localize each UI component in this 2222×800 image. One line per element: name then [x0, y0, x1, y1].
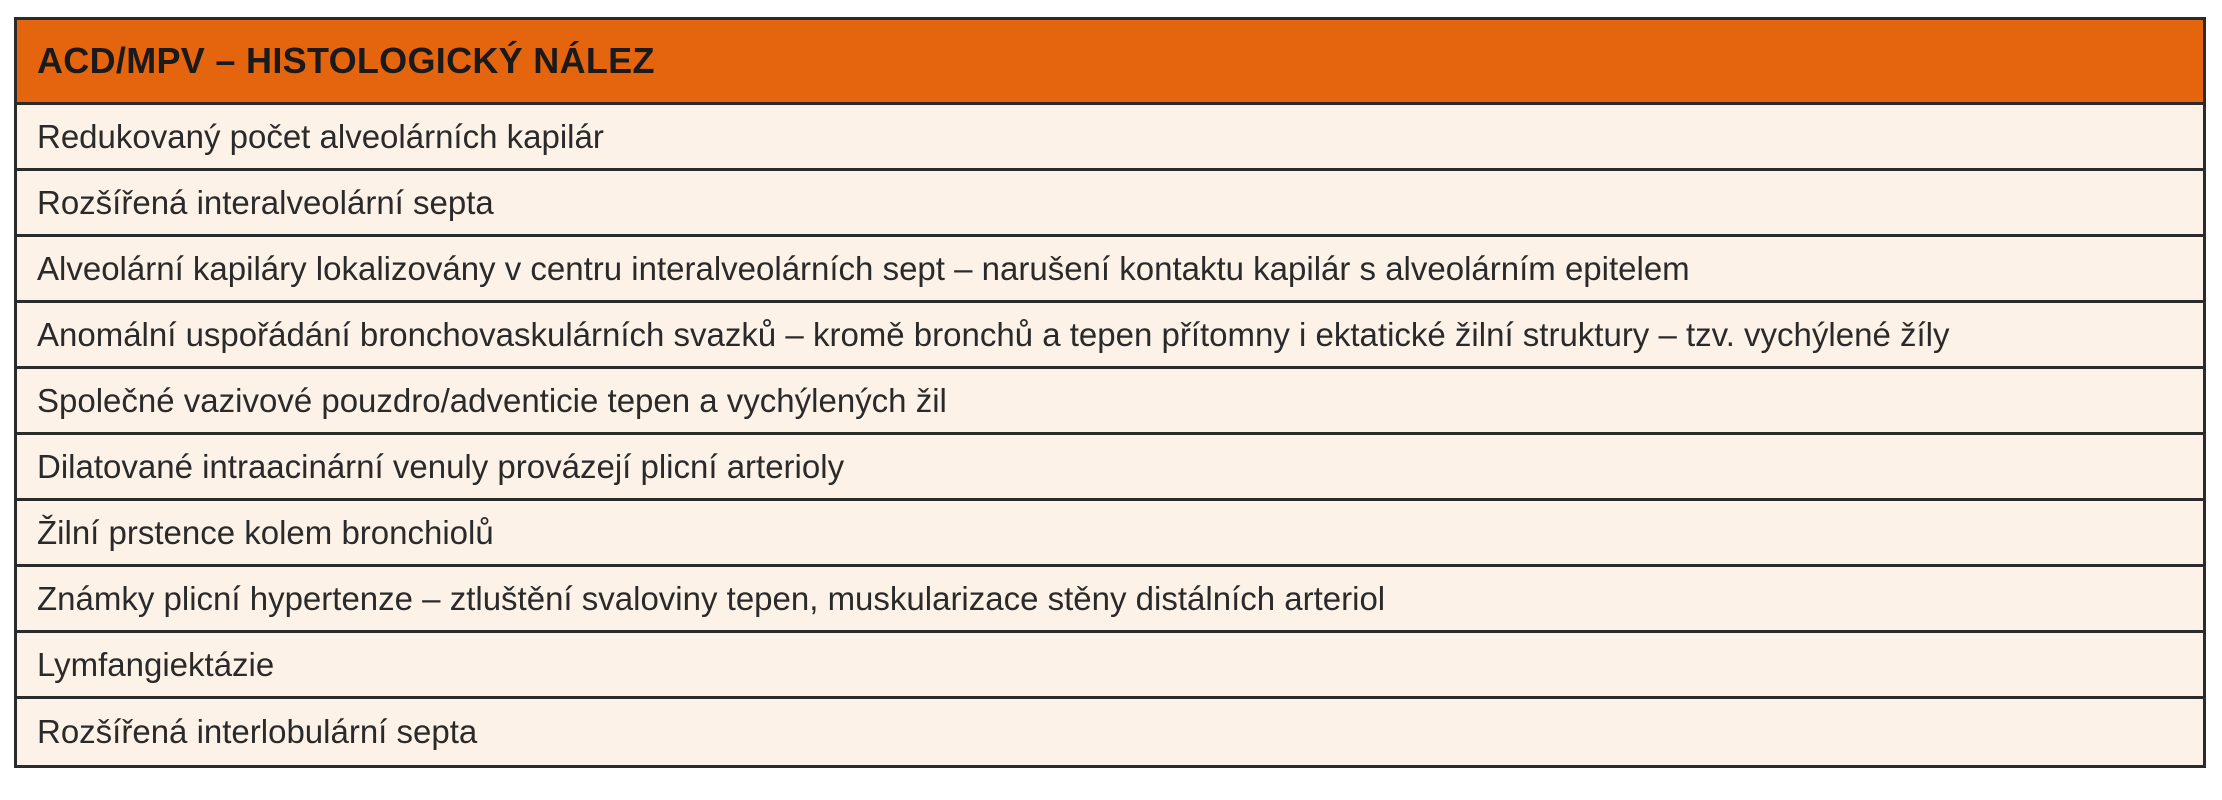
- table-row: Anomální uspořádání bronchovaskulárních svazků – kromě bronchů a tepen přítomny i ektatické žilní struktury – tzv. vychýlené žíly: [17, 303, 2203, 369]
- table-row: Rozšířená interlobulární septa: [37, 713, 478, 750]
- table-row: Známky plicní hypertenze – ztluštění svaloviny tepen, muskularizace stěny distálních arteriol: [17, 567, 2203, 633]
- table-row: Žilní prstence kolem bronchiolů: [17, 501, 2203, 567]
- table-row: Dilatované intraacinární venuly provázejí plicní arterioly: [17, 435, 2203, 501]
- table-row: Redukovaný počet alveolárních kapilár: [17, 105, 2203, 171]
- table-row: Společné vazivové pouzdro/adventicie tepen a vychýlených žil: [17, 369, 2203, 435]
- table-row: Rozšířená interalveolární septa: [17, 171, 2203, 237]
- table-row: Lymfangiektázie: [17, 633, 2203, 699]
- histology-findings-table: [14, 17, 2206, 768]
- table-row: Alveolární kapiláry lokalizovány v centru interalveolárních sept – narušení kontaktu kapilár s alveolárním epitelem: [17, 237, 2203, 303]
- table-header: ACD/MPV – HISTOLOGICKÝ NÁLEZ: [17, 20, 2203, 105]
